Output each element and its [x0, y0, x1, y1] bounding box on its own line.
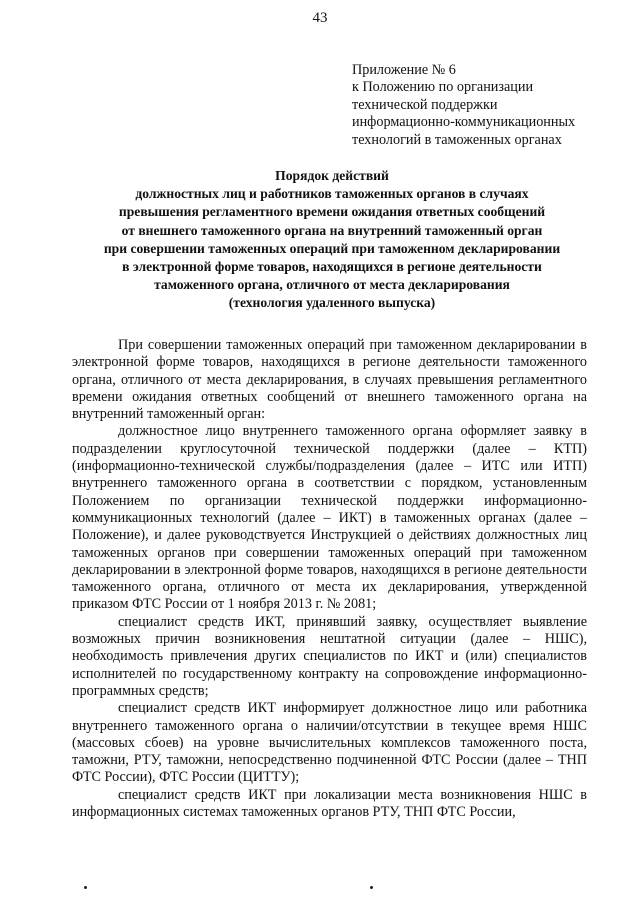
title-line: Порядок действий — [275, 168, 389, 183]
appendix-line: технологий в таможенных органах — [352, 131, 562, 148]
body-paragraph: специалист средств ИКТ, принявший заявку, осуществляет выявление возможных причин возникновения нештатной ситуации (далее – НШС), необходимость привлечения других специалистов по ИКТ и (или) специалистов исполнителей по государственному контракту на сопровождение информационно-программных средств; — [72, 613, 587, 699]
title-line: таможенного органа, отличного от места декларирования — [154, 277, 510, 293]
appendix-line: технической поддержки — [352, 96, 498, 113]
body-paragraph: При совершении таможенных операций при таможенном декларировании в электронной форме товаров, находящихся в регионе деятельности таможенного органа, отличного от места декларирования, в случаях превышения регламентного времени ожидания ответных сообщений от внешнего таможенного органа на внутренний таможенный орган: — [72, 337, 587, 423]
title-line: при совершении таможенных операций при таможенном декларировании — [103, 240, 561, 256]
body-paragraph: специалист средств ИКТ при локализации места возникновения НШС в информационных системах таможенных органов РТУ, ТНП ФТС России, — [72, 786, 587, 821]
document-title — [58, 167, 606, 313]
page-number: 43 — [312, 10, 328, 26]
title-line: от внешнего таможенного органа на внутренний таможенный орган — [121, 222, 543, 238]
appendix-line: информационно-коммуникационных — [352, 114, 576, 131]
title-line: должностных лиц и работников таможенных органов в случаях — [135, 186, 529, 202]
appendix-note — [352, 62, 622, 149]
body-paragraph: должностное лицо внутреннего таможенного органа оформляет заявку в подразделении круглосуточной технической поддержки (далее – КТП) (информационно-технической службы/подразделения (далее – ИТС или ИТП) внутреннего таможенного органа в соответствии с порядком, установленным Положением по организации технической поддержки информационно-коммуникационных технологий (далее – ИКТ) в таможенных органах (далее – Положение), и далее руководствуется Инструкцией о действиях должностных лиц таможенных органов при совершении таможенных операций при таможенном декларировании в электронной форме товаров, находящихся в регионе деятельности таможенного органа, отличного от места их декларирования, утвержденной приказом ФТС России от 1 ноября 2013 г. № 2081; — [72, 423, 587, 613]
title-line: в электронной форме товаров, находящихся в регионе деятельности — [122, 259, 542, 275]
document-body — [72, 337, 587, 821]
appendix-line: к Положению по организации — [352, 79, 534, 96]
appendix-line: Приложение № 6 — [352, 62, 456, 78]
body-paragraph: специалист средств ИКТ информирует должностное лицо или работника внутреннего таможенного органа о наличии/отсутствии в текущее время НШС (массовых сбоев) на уровне вычислительных комплексов таможенного поста, таможни, РТУ, таможни, непосредственно подчиненной ФТС России (далее – ТНП ФТС России), ФТС России (ЦИТТУ); — [72, 700, 587, 786]
title-line: превышения регламентного времени ожидания ответных сообщений — [118, 204, 546, 220]
scan-speck — [370, 886, 373, 889]
scan-speck — [84, 886, 87, 889]
title-line: (технология удаленного выпуска) — [228, 295, 436, 311]
